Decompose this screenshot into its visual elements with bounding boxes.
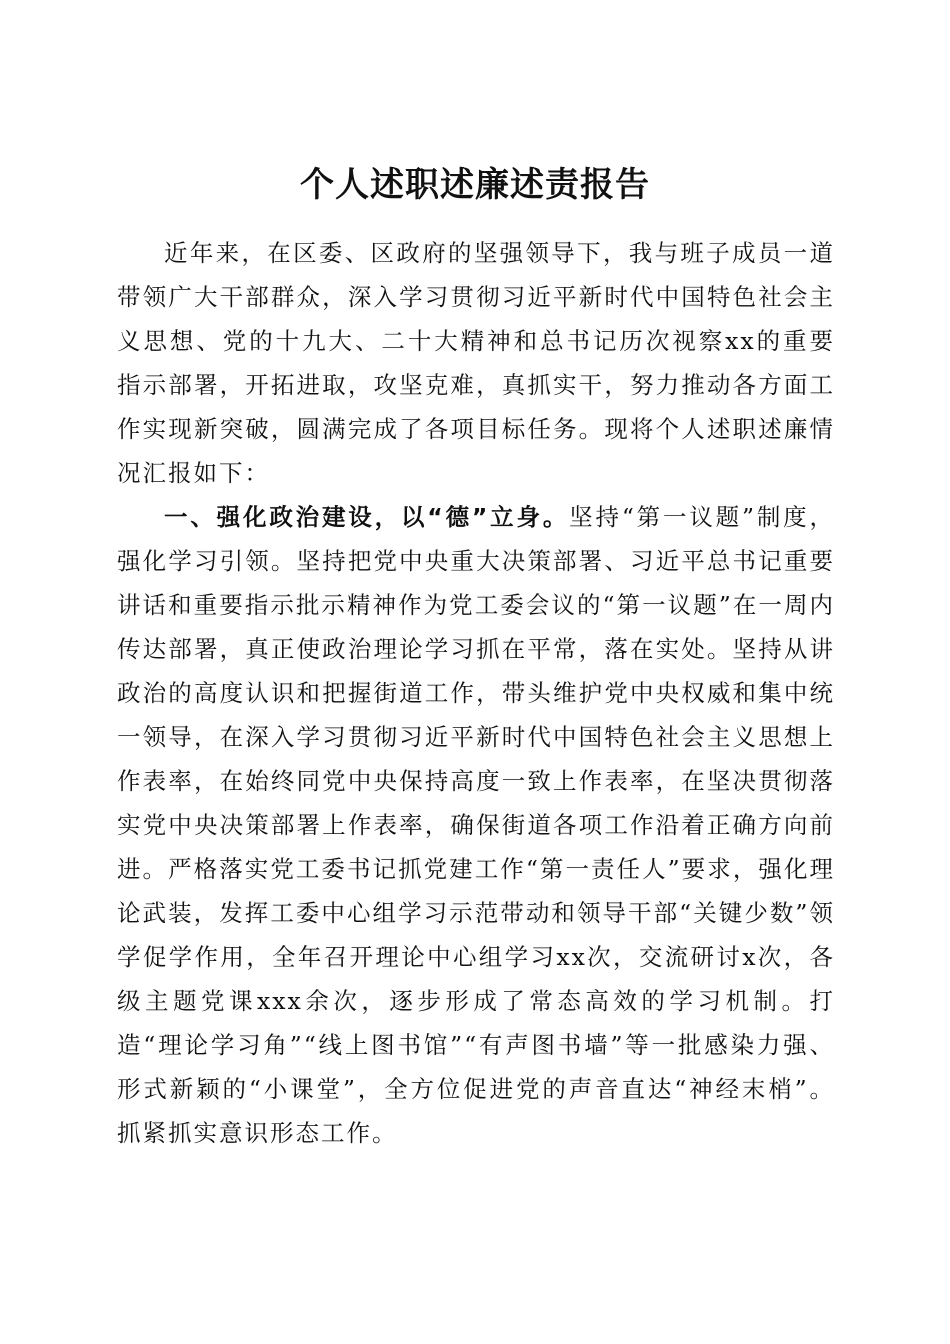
intro-paragraph-text: 近年来，在区委、区政府的坚强领导下，我与班子成员一道带领广大干部群众，深入学习贯彻习近平新时代中国特色社会主义思想、党的十九大、二十大精神和总书记历次视察xx的重要指示部署，开拓进取，攻坚克难，真抓实干，努力推动各方面工作实现新突破，圆满完成了各项目标任务。现将个人述职述廉情况汇报如下： — [117, 239, 835, 487]
section-one-heading: 一、强化政治建设，以“德”立身。 — [164, 503, 570, 531]
section-one-paragraph — [117, 495, 835, 1155]
document-title: 个人述职述廉述责报告 — [300, 164, 650, 205]
document-body — [117, 231, 835, 1155]
section-one-text: 坚持“第一议题”制度，强化学习引领。坚持把党中央重大决策部署、习近平总书记重要讲话和重要指示批示精神作为党工委会议的“第一议题”在一周内传达部署，真正使政治理论学习抓在平常，落在实处。坚持从讲政治的高度认识和把握街道工作，带头维护党中央权威和集中统一领导，在深入学习贯彻习近平新时代中国特色社会主义思想上作表率，在始终同党中央保持高度一致上作表率，在坚决贯彻落实党中央决策部署上作表率，确保街道各项工作沿着正确方向前进。严格落实党工委书记抓党建工作“第一责任人”要求，强化理论武装，发挥工委中心组学习示范带动和领导干部“关键少数”领学促学作用，全年召开理论中心组学习xx次，交流研讨x次，各级主题党课xxx余次，逐步形成了常态高效的学习机制。打造“理论学习角”“线上图书馆”“有声图书墙”等一批感染力强、形式新颖的“小课堂”，全方位促进党的声音直达“神经末梢”。抓紧抓实意识形态工作。 — [117, 503, 835, 1147]
intro-paragraph — [117, 231, 835, 495]
